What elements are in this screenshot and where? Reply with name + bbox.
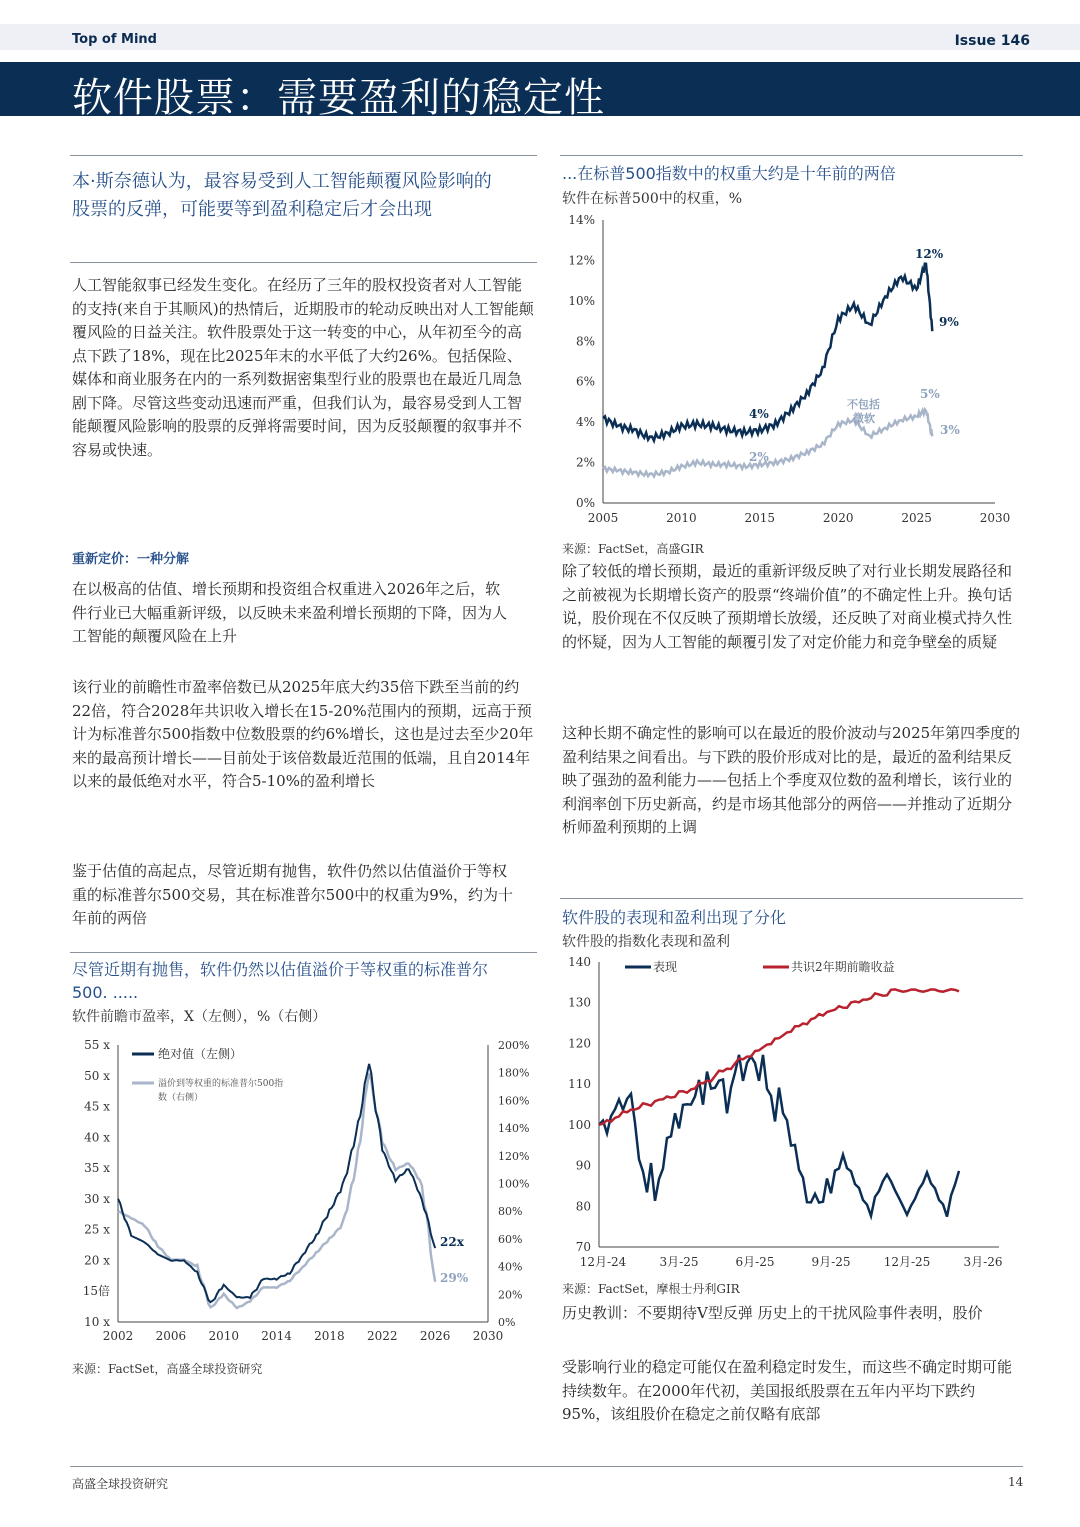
label-ex-msft-1: 不包括 <box>847 398 880 411</box>
x-tick-label: 2010 <box>666 511 697 525</box>
body-paragraph: 受影响行业的稳定可能仅在盈利稳定时发生，而这些不确定时期可能持续数年。在2000年代初，美国报纸股票在五年内平均下跌约95%，该组股价在稳定之前仅略有底部 <box>562 1358 1013 1423</box>
chart3-subtitle: 软件股的指数化表现和盈利 <box>562 934 730 950</box>
body-paragraph: 这种长期不确定性的影响可以在最近的股价波动与2025年第四季度的盈利结果之间看出。与下跌的股价形成对比的是，最近的盈利结果反映了强劲的盈利能力——包括上个季度双位数的盈利增长，该行业的利润率创下历史新高，约是市场其他部分的两倍——并推动了近期分析师盈利预期的上调 <box>562 724 1021 836</box>
y-tick-label-right: 140% <box>498 1122 530 1136</box>
x-tick-label: 2030 <box>979 511 1011 525</box>
chart2-title: ...在标普500指数中的权重大约是十年前的两倍 <box>562 164 896 183</box>
x-tick-label: 2022 <box>367 1329 398 1343</box>
y-tick-label: 0% <box>575 496 595 510</box>
y-tick-label-left: 40 x <box>84 1130 110 1145</box>
y-tick-label-right: 120% <box>498 1149 530 1163</box>
y-tick-label: 12% <box>568 253 595 268</box>
y-tick-label: 4% <box>575 415 595 430</box>
y-tick-label: 2% <box>575 455 595 470</box>
y-tick-label: 90 <box>575 1158 591 1173</box>
chart1-svg <box>60 1030 550 1350</box>
intro-paragraph: 人工智能叙事已经发生变化。在经历了三年的股权投资者对人工智能的支持(来自于其顺风)的热情后，近期股市的轮动反映出对人工智能颠覆风险的日益关注。软件股票处于这一转变的中心，从年初至今的高点下跌了18%，现在比2025年末的水平低了大约26%。包括保险、媒体和商业服务在内的一系列数据密集型行业的股票也在最近几周急剧下降。尽管这些变动迅速而严重，但我们认为，最容易受到人工智能颠覆风险影响的股票的反弹将需要时间，因为反驳颠覆的叙事并不容易或快速。 <box>72 276 534 459</box>
issue-number: Issue 146 <box>954 33 1030 49</box>
x-tick-label: 2002 <box>102 1329 134 1343</box>
legend-label-absolute: 绝对值（左侧） <box>158 1047 243 1061</box>
chart2-subtitle: 软件在标普500中的权重，% <box>562 191 743 207</box>
y-tick-label-left: 55 x <box>84 1038 110 1052</box>
x-tick-label: 12月-25 <box>883 1255 931 1269</box>
section-subhead: 重新定价：一种分解 <box>72 552 190 567</box>
label-12pct: 12% <box>915 247 944 261</box>
y-tick-label-left: 25 x <box>84 1222 110 1237</box>
label-9pct: 9% <box>939 315 959 329</box>
body-paragraph: 历史教训：不要期待V型反弹 历史上的干扰风险事件表明，股价 <box>562 1304 983 1322</box>
series-premium-line <box>118 1073 435 1308</box>
y-tick-label-left: 50 x <box>84 1068 110 1083</box>
chart3-source: 来源：FactSet，摩根士丹利GIR <box>562 1282 740 1296</box>
series-earnings-line <box>599 989 959 1125</box>
y-tick-label-right: 20% <box>498 1288 523 1302</box>
chart1-source: 来源：FactSet，高盛全球投资研究 <box>72 1362 263 1376</box>
chart3-title: 软件股的表现和盈利出现了分化 <box>562 908 787 927</box>
page-number: 14 <box>1008 1475 1024 1489</box>
y-tick-label: 140 <box>568 955 591 969</box>
y-tick-label: 6% <box>575 374 595 389</box>
footer-publisher: 高盛全球投资研究 <box>72 1477 169 1491</box>
x-tick-label: 2006 <box>155 1329 187 1343</box>
chart1-subtitle: 软件前瞻市盈率，X（左侧），%（右侧） <box>72 1009 327 1025</box>
y-tick-label-left: 15倍 <box>82 1284 110 1299</box>
y-tick-label: 10% <box>568 293 595 308</box>
x-tick-label: 2025 <box>901 511 932 525</box>
y-tick-label-left: 45 x <box>84 1099 110 1114</box>
y-tick-label-right: 160% <box>498 1094 530 1108</box>
legend-label-earnings: 共识2年期前瞻收益 <box>791 960 895 974</box>
x-tick-label: 12月-24 <box>579 1255 627 1269</box>
series-performance-line <box>599 1055 959 1217</box>
x-tick-label: 6月-25 <box>735 1255 775 1269</box>
title-bar <box>0 62 1080 121</box>
footer-divider <box>70 1466 1023 1467</box>
page-title: 软件股票：需要盈利的稳定性 <box>72 75 605 121</box>
y-tick-label: 120 <box>568 1036 591 1051</box>
y-tick-label-right: 80% <box>498 1205 523 1219</box>
x-tick-label: 2018 <box>314 1329 345 1343</box>
chart1-title: 尽管近期有抛售，软件仍然以估值溢价于等权重的标准普尔500. ..... <box>72 960 489 1002</box>
body-paragraph: 该行业的前瞻性市盈率倍数已从2025年底大约35倍下跌至当前的约22倍，符合2028年共识收入增长在15-20%范围内的预期，远高于预计为标准普尔500指数中位数股票的约6%增长，这也是过去至少20年来的最高预计增长——目前处于该倍数最近范围的低端，且自2014年以来的最低绝对水平，符合5-10%的盈利增长 <box>72 678 534 790</box>
divider <box>560 898 1023 899</box>
y-tick-label-left: 10 x <box>84 1315 110 1329</box>
divider <box>70 952 537 953</box>
body-paragraph: 鉴于估值的高起点，尽管近期有抛售，软件仍然以估值溢价于等权重的标准普尔500交易，其在标准普尔500中的权重为9%，约为十年前的两倍 <box>72 862 514 927</box>
y-tick-label-right: 40% <box>498 1260 523 1274</box>
y-tick-label-right: 200% <box>498 1039 530 1052</box>
y-tick-label-left: 20 x <box>84 1253 110 1268</box>
label-ex-msft-2: 微软 <box>853 412 875 425</box>
publication-name: Top of Mind <box>72 32 157 47</box>
x-tick-label: 3月-25 <box>659 1255 699 1269</box>
y-tick-label: 110 <box>568 1077 591 1092</box>
body-paragraph: 除了较低的增长预期，最近的重新评级反映了对行业长期发展路径和之前被视为长期增长资产的股票“终端价值”的不确定性上升。换句话说，股价现在不仅反映了预期增长放缓，还反映了对商业模式持久性的怀疑，因为人工智能的颠覆引发了对定价能力和竞争壁垒的质疑 <box>562 562 1013 651</box>
y-tick-label: 100 <box>568 1117 591 1132</box>
y-tick-label-left: 35 x <box>84 1161 110 1176</box>
y-tick-label-right: 180% <box>498 1066 530 1080</box>
y-tick-label: 70 <box>575 1240 591 1254</box>
label-4pct: 4% <box>749 407 769 421</box>
divider <box>70 155 537 156</box>
data-label-absolute: 22x <box>440 1235 464 1249</box>
top-bar <box>0 24 1080 50</box>
x-tick-label: 2014 <box>261 1329 292 1343</box>
x-tick-label: 2005 <box>587 511 619 525</box>
chart2-source: 来源：FactSet，高盛GIR <box>562 542 704 556</box>
legend-label-premium-2: 数（右侧） <box>158 1093 204 1103</box>
label-3pct: 3% <box>940 423 960 437</box>
label-2pct: 2% <box>749 450 769 464</box>
x-tick-label: 2015 <box>744 511 776 525</box>
y-tick-label-right: 100% <box>498 1177 530 1191</box>
x-tick-label: 2010 <box>208 1329 239 1343</box>
x-tick-label: 2020 <box>822 511 854 525</box>
x-tick-label: 9月-25 <box>811 1255 851 1269</box>
legend-label-performance: 表现 <box>653 960 678 974</box>
chart2-svg <box>555 210 1025 535</box>
divider <box>70 262 537 263</box>
y-tick-label-right: 60% <box>498 1232 523 1246</box>
chart3-svg <box>555 952 1025 1277</box>
x-tick-label: 3月-26 <box>963 1255 1003 1269</box>
divider <box>560 155 1023 156</box>
legend-label-premium: 溢价到等权重的标准普尔500指 <box>158 1079 284 1089</box>
x-tick-label: 2026 <box>419 1329 451 1343</box>
y-tick-label: 8% <box>575 334 595 349</box>
y-tick-label-left: 30 x <box>84 1191 110 1206</box>
body-paragraph: 在以极高的估值、增长预期和投资组合权重进入2026年之后，软件行业已大幅重新评级，以反映未来盈利增长预期的下降，因为人工智能的颠覆风险在上升 <box>72 580 508 645</box>
y-tick-label: 14% <box>568 213 595 227</box>
y-tick-label: 80 <box>575 1199 591 1214</box>
x-tick-label: 2030 <box>472 1329 504 1343</box>
data-label-premium: 29% <box>440 1271 469 1285</box>
label-5pct: 5% <box>920 387 940 401</box>
y-tick-label: 130 <box>568 995 591 1010</box>
y-tick-label-right: 0% <box>498 1316 516 1329</box>
lead-paragraph: 本·斯奈德认为，最容易受到人工智能颠覆风险影响的股票的反弹，可能要等到盈利稳定后才会出现 <box>72 171 492 220</box>
